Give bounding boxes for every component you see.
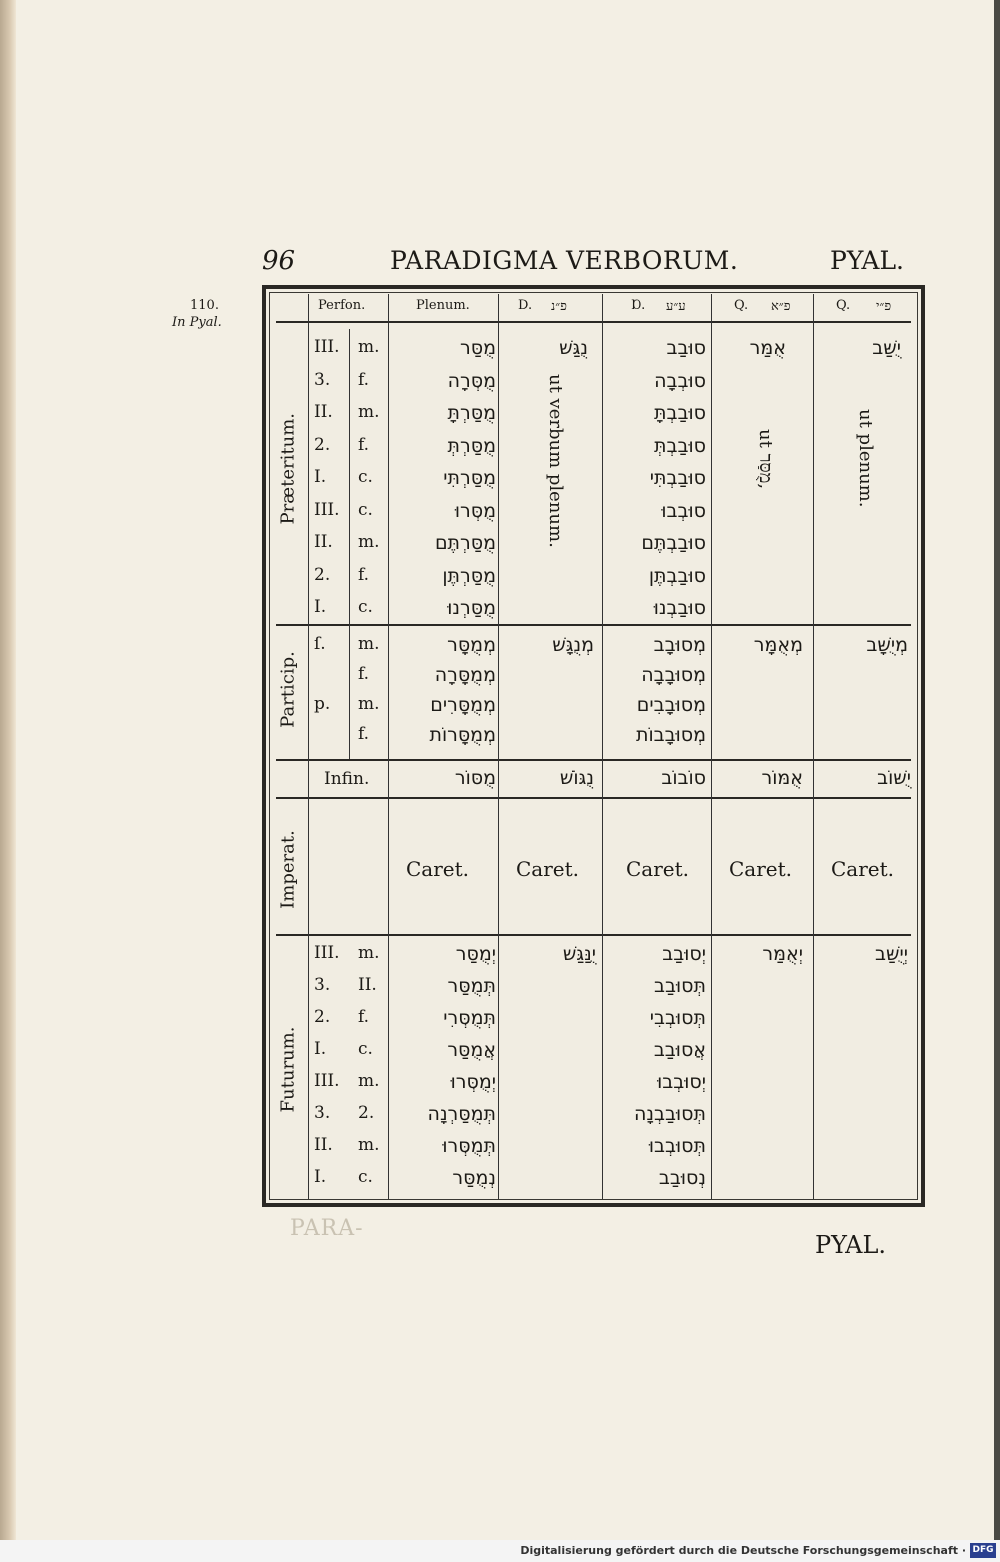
imperat-pn: Caret. [516, 857, 580, 881]
fut-plenum: אֲמֻסַּר [447, 1039, 496, 1061]
rule [276, 624, 911, 626]
pret-pa-first: אֻמַּר [749, 337, 786, 359]
part-person-num: ſ. [314, 634, 326, 654]
fut-person-gender: c. [358, 1039, 373, 1059]
fut-person-num: III. [314, 1071, 340, 1091]
col-q: Q. [734, 298, 749, 313]
dfg-logo: DFG [970, 1543, 996, 1558]
margin-label: In Pyal. [172, 315, 222, 330]
pret-pn-first: נֻגַּשׁ [559, 337, 588, 359]
fut-plenum: יְמֻסַּר [455, 943, 496, 965]
rule [276, 934, 911, 936]
part-ain: מְסוּבָב [653, 634, 706, 656]
pret-person-gender: m. [358, 402, 380, 422]
fut-person-gender: m. [358, 1071, 380, 1091]
pret-person-num: III. [314, 337, 340, 357]
fut-person-gender: II. [358, 975, 377, 995]
fut-ain: יְסוּבְבוּ [657, 1071, 706, 1093]
part-plenum: מְמֻסָּרוֹת [429, 724, 496, 746]
fut-person-num: I. [314, 1039, 327, 1059]
pret-plenum: מֻסַּרְנוּ [447, 597, 496, 619]
pret-person-num: 2. [314, 434, 331, 455]
pret-person-gender: f. [358, 434, 370, 455]
pret-person-gender: c. [358, 499, 373, 520]
fut-person-gender: c. [358, 1167, 373, 1187]
infin-plenum: מֻסּוֹר [454, 767, 496, 789]
pret-pn-note: ut verbum plenum. [545, 374, 566, 548]
fut-person-gender: m. [358, 1135, 380, 1155]
fut-ain: תְּסוּבַבְנָה [634, 1103, 706, 1125]
col-person: Perfon. [318, 298, 366, 313]
fut-plenum: תְּמֻסְּרִי [443, 1007, 496, 1029]
pret-plenum: מֻסְּרוּ [454, 499, 496, 522]
col-pa: פ״א [771, 299, 791, 314]
col-ain: ע״ע [666, 299, 686, 314]
footer-credit: Digitalisierung gefördert durch die Deutsche Forschungsgemeinschaft · [520, 1544, 966, 1557]
col-plenum: Plenum. [416, 298, 470, 313]
label-particip: Particip. [277, 651, 299, 728]
pret-person-num: III. [314, 499, 340, 520]
fut-ain: אֲסוּבַב [653, 1039, 706, 1061]
fut-plenum: תְּמֻסַּר [447, 975, 496, 997]
pret-plenum: מֻסַּר [460, 337, 496, 359]
col-line [813, 294, 814, 1199]
fut-ain: תְּסוּבְבוּ [648, 1135, 706, 1157]
fut-person-num: 3. [314, 975, 331, 995]
col-py: פ״י [876, 299, 892, 314]
fut-plenum: תְּמֻסַּרְנָה [427, 1103, 496, 1125]
pret-plenum: מֻסַּרְתָּ [447, 402, 496, 424]
pret-person-gender: m. [358, 337, 380, 357]
pret-ain: סוּבַבְתֶּן [648, 564, 706, 587]
part-ain: מְסוּבָבִים [636, 694, 706, 716]
label-imperat: Imperat. [277, 830, 299, 909]
col-d2: Ɒ. [631, 298, 646, 313]
part-ain: מְסוּבָבָה [641, 664, 706, 686]
fut-pn: יֻנַּגַּשׁ [562, 943, 596, 965]
fut-pa: יְאֻמַּר [762, 943, 803, 965]
infin-pn: נֻגּוֹשׁ [559, 767, 594, 789]
pret-plenum: מֻסַּרְתִּי [443, 467, 496, 489]
fut-plenum: יְמֻסְּרוּ [450, 1071, 496, 1093]
pret-ain: סוּבַבְתִּי [649, 467, 706, 489]
rule [276, 321, 911, 323]
pret-ain: סוּבַבְתֶּם [641, 532, 706, 554]
label-infin: Infin. [324, 769, 370, 789]
pret-person-num: 2. [314, 564, 331, 585]
infin-pa: אֻמּוֹר [761, 767, 803, 789]
part-py: מְיֻשָּׁב [866, 634, 908, 656]
col-d: D. [518, 298, 533, 313]
fut-person-num: II. [314, 1135, 333, 1155]
pret-person-gender: c. [358, 597, 373, 617]
pret-person-gender: f. [358, 564, 370, 585]
catchword: PYAL. [815, 1231, 887, 1259]
part-person-num: p. [314, 694, 331, 714]
part-person-gender: m. [358, 694, 380, 714]
footer-bar [0, 1540, 1000, 1562]
col-pn: פ״נ [551, 299, 567, 314]
fut-ain: יְסוּבַב [662, 943, 706, 965]
fut-ain: תְּסוּבַב [654, 975, 706, 997]
part-person-gender: f. [358, 664, 370, 684]
pret-pa-note: ut מֻסַּר, [755, 429, 776, 490]
imperat-plenum: Caret. [406, 857, 470, 881]
imperat-py: Caret. [831, 857, 895, 881]
pret-ain: סוּבַבְתְּ [654, 434, 706, 457]
page-number: 96 [262, 246, 296, 276]
table-inner-border [269, 292, 918, 1200]
imperat-pa: Caret. [729, 857, 793, 881]
pret-ain: סוּבְבָה [654, 369, 706, 392]
part-pa: מְאֻמָּר [753, 634, 803, 656]
fut-person-gender: f. [358, 1007, 370, 1027]
fut-person-num: III. [314, 943, 340, 963]
running-section: PYAL. [830, 246, 904, 275]
part-plenum: מְמֻסָּרִים [430, 694, 496, 716]
part-pn: מְנֻגָּשׁ [552, 634, 594, 656]
bleed-through-text: PARA- [290, 1216, 364, 1241]
page-edge [0, 0, 16, 1540]
rule [276, 759, 911, 761]
pret-plenum: מֻסַּרְתְּ [447, 434, 496, 457]
fut-ain: תְּסוּבְבִי [649, 1007, 706, 1029]
col-line [711, 294, 712, 1199]
pret-plenum: מֻסַּרְתֶּן [442, 564, 496, 587]
imperat-ain: Caret. [626, 857, 690, 881]
fut-py: יְיֻשַּׁב [875, 943, 908, 965]
part-ain: מְסוּבָבוֹת [635, 724, 706, 746]
pret-ain: סוּבַב [666, 337, 706, 359]
col-line [388, 294, 389, 1199]
pret-plenum: מֻסַּרְתֶּם [434, 532, 496, 554]
pret-person-gender: f. [358, 369, 370, 390]
paradigm-table [262, 285, 925, 1207]
fut-person-gender: m. [358, 943, 380, 963]
pret-plenum: מֻסְּרָה [447, 369, 496, 392]
pret-py-note: ut plenum. [855, 409, 876, 508]
part-person-gender: m. [358, 634, 380, 654]
rule [276, 797, 911, 799]
fut-person-num: I. [314, 1167, 327, 1187]
pret-ain: סוּבַבְנוּ [653, 597, 706, 619]
pret-person-num: II. [314, 532, 333, 552]
label-preteritum: Præteritum. [277, 413, 299, 525]
pret-person-gender: m. [358, 532, 380, 552]
pret-ain: סוּבְבוּ [661, 499, 706, 522]
pret-person-num: I. [314, 597, 327, 617]
pret-ain: סוּבַבְתָּ [654, 402, 706, 424]
fut-ain: נְסוּבַב [658, 1167, 706, 1189]
label-futurum: Futurum. [277, 1026, 299, 1113]
fut-person-gender: 2. [358, 1103, 375, 1123]
margin-number: 110. [190, 298, 219, 313]
col-line [498, 294, 499, 1199]
fut-plenum: תְּמֻסְּרוּ [442, 1135, 496, 1157]
fut-person-num: 3. [314, 1103, 331, 1123]
pret-person-num: I. [314, 467, 327, 487]
running-title: PARADIGMA VERBORUM. [390, 246, 739, 275]
pret-py-first: יֻשַּׁב [872, 337, 901, 359]
part-plenum: מְמֻסָּרָה [434, 664, 496, 686]
fut-person-num: 2. [314, 1007, 331, 1027]
part-plenum: מְמֻסָּר [447, 634, 496, 656]
pret-person-num: 3. [314, 369, 331, 390]
pret-person-num: II. [314, 402, 333, 422]
col-line [349, 329, 350, 759]
col-line [602, 294, 603, 1199]
fut-plenum: נְמֻסַּר [452, 1167, 496, 1189]
pret-person-gender: c. [358, 467, 373, 487]
part-person-gender: f. [358, 724, 370, 744]
infin-py: יֻשּׁוֹב [877, 767, 911, 789]
col-q2: Q. [836, 298, 851, 313]
infin-ain: סוֹבוֹב [661, 767, 706, 789]
col-line [308, 294, 309, 1199]
